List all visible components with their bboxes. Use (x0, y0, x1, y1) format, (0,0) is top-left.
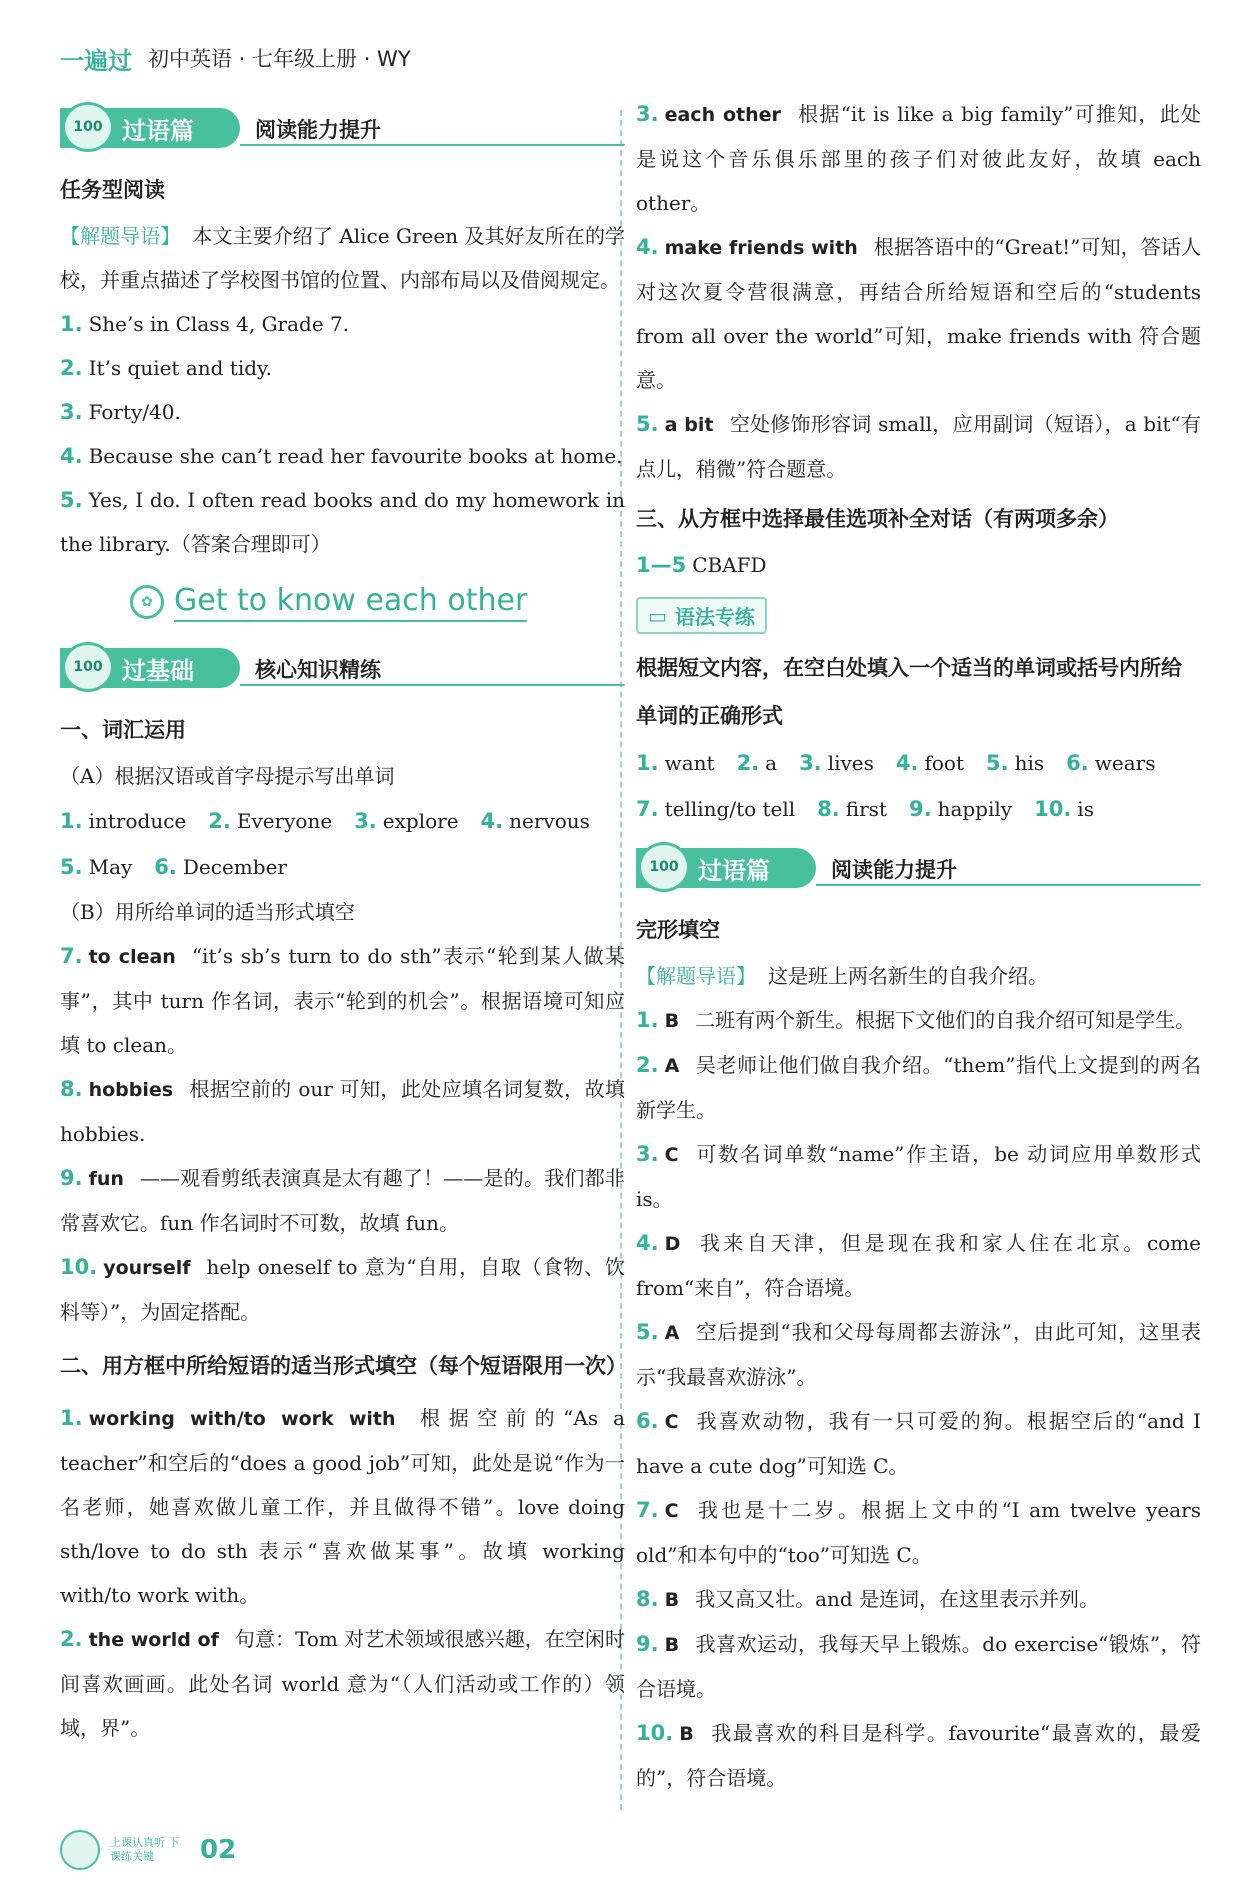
subsection-a: （A）根据汉语或首字母提示写出单词 (60, 764, 395, 788)
banner-subtitle: 阅读能力提升 (255, 118, 381, 142)
cloze-1: 1. B 二班有两个新生。根据下文他们的自我介绍可知是学生。 (636, 1008, 1196, 1032)
banner-subtitle: 核心知识精练 (255, 658, 381, 682)
page-number: 02 (200, 1835, 237, 1865)
fill-10: 10. yourself help oneself to 意为“自用，自取（食物、饮料等）”，为固定搭配。 (60, 1255, 625, 1324)
phrase-5: 5. a bit 空处修饰形容词 small，应用副词（短语），a bit“有点儿，稍微”符合题意。 (636, 412, 1201, 481)
answer-4: 4. Because she can’t read her favourite books at home. (60, 444, 623, 468)
mascot-icon: 100 (62, 642, 114, 692)
section-title: 三、从方框中选择最佳选项补全对话（有两项多余） (636, 507, 1119, 531)
grammar-instruction: 根据短文内容，在空白处填入一个适当的单词或括号内所给单词的正确形式 (636, 656, 1182, 728)
banner-tab: 过基础 (60, 648, 240, 688)
mascot-icon (60, 1830, 100, 1870)
phrase-3: 3. each other 根据“it is like a big family”可推知，此处是说这个音乐俱乐部里的孩子们对彼此友好，故填 each other。 (636, 102, 1201, 215)
cloze-5: 5. A 空后提到“我和父母每周都去游泳”，由此可知，这里表示“我最喜欢游泳”。 (636, 1320, 1201, 1389)
mascot-icon: 100 (62, 102, 114, 152)
guide-paragraph: 【解题导语】 本文主要介绍了 Alice Green 及其好友所在的学校，并重点描述了学校图书馆的位置、内部布局以及借阅规定。 (60, 224, 626, 292)
cloze-6: 6. C 我喜欢动物，我有一只可爱的狗。根据空后的“and I have a cute dog”可知选 C。 (636, 1409, 1201, 1478)
subsection-b: （B）用所给单词的适当形式填空 (60, 900, 355, 924)
cloze-2: 2. A 吴老师让他们做自我介绍。“them”指代上文提到的两名新学生。 (636, 1053, 1201, 1122)
answer-3: 3. Forty/40. (60, 400, 181, 424)
section-title: 一、词汇运用 (60, 718, 186, 742)
phrase-1: 1. working with/to work with 根据空前的“As a teacher”和空后的“does a good job”可知，此处是说“作为一名老师，她喜欢做儿童工作，并且做得不错”。love doing sth/love to do sth 表示“喜欢做某事”。故填 working with/to work with。 (60, 1406, 625, 1607)
flower-icon: ✿ (130, 585, 164, 619)
book-title: 初中英语 · 七年级上册 · WY (148, 47, 411, 71)
cloze-10: 10. B 我最喜欢的科目是科学。favourite“最喜欢的，最爱的”，符合语境。 (636, 1721, 1201, 1790)
brand-logo: 一遍过 (60, 46, 132, 75)
section-title: 二、用方框中所给短语的适当形式填空（每个短语限用一次） (60, 1354, 627, 1378)
fill-7: 7. to clean “it’s sb’s turn to do sth”表示“轮到某人做某事”，其中 turn 作名词，表示“轮到的机会”。根据语境可知应填 to clean。 (60, 944, 625, 1057)
book-icon: ▭ (648, 603, 667, 628)
guide-paragraph: 【解题导语】 这是班上两名新生的自我介绍。 (636, 964, 1048, 988)
fill-8: 8. hobbies 根据空前的 our 可知，此处应填名词复数，故填 hobbies. (60, 1077, 625, 1146)
phrase-4: 4. make friends with 根据答语中的“Great!”可知，答话人对这次夏令营很满意，再结合所给短语和空后的“students from all over the world”可知，make friends with 符合题意。 (636, 235, 1201, 392)
grammar-answers: 1. want 2. a 3. lives 4. foot 5. his 6. wears 7. telling/to tell 8. first 9. happily 10. is (636, 751, 1156, 821)
cloze-9: 9. B 我喜欢运动，我每天早上锻炼。do exercise“锻炼”，符合语境。 (636, 1632, 1201, 1701)
phrase-2: 2. the world of 句意：Tom 对艺术领域很感兴趣，在空闲时间喜欢画画。此处名词 world 意为“（人们活动或工作的）领域，界”。 (60, 1627, 625, 1740)
banner-subtitle: 阅读能力提升 (831, 858, 957, 882)
grammar-label: ▭ 语法专练 (636, 597, 767, 634)
mascot-icon: 100 (638, 842, 690, 892)
answer-1: 1. She’s in Class 4, Grade 7. (60, 312, 350, 336)
answer-2: 2. It’s quiet and tidy. (60, 356, 273, 380)
vocab-answers: 1. introduce 2. Everyone 3. explore 4. nervous 5. May 6. December (60, 809, 590, 879)
cloze-8: 8. B 我又高又壮。and 是连词，在这里表示并列。 (636, 1587, 1100, 1611)
cloze-3: 3. C 可数名词单数“name”作主语，be 动词应用单数形式 is。 (636, 1142, 1201, 1211)
cloze-7: 7. C 我也是十二岁。根据上文中的“I am twelve years old”和本句中的“too”可知选 C。 (636, 1498, 1201, 1567)
section-banner-reading (636, 842, 1201, 900)
task-reading-title: 任务型阅读 (60, 178, 165, 202)
dialog-answers: 1—5 CBAFD (636, 553, 767, 577)
right-column (636, 92, 1201, 1800)
cloze-title: 完形填空 (636, 918, 720, 942)
page-footer (60, 1830, 236, 1870)
fill-9: 9. fun ——观看剪纸表演真是太有趣了！——是的。我们都非常喜欢它。fun 作名词时不可数，故填 fun。 (60, 1166, 625, 1235)
answer-5: 5. Yes, I do. I often read books and do my homework in the library.（答案合理即可） (60, 488, 625, 556)
banner-tab: 过语篇 (60, 108, 240, 148)
page-header (60, 38, 411, 78)
cloze-4: 4. D 我来自天津，但是现在我和家人住在北京。come from“来自”，符合语境。 (636, 1231, 1201, 1300)
section-banner-reading (60, 102, 625, 160)
banner-tab: 过语篇 (636, 848, 816, 888)
section-banner-basics (60, 642, 625, 700)
unit-title: Get to know each other (174, 583, 527, 622)
unit-heading (130, 572, 625, 632)
footer-slogan: 上课认真听 下课练关键 (110, 1836, 180, 1863)
left-column (60, 92, 625, 1750)
